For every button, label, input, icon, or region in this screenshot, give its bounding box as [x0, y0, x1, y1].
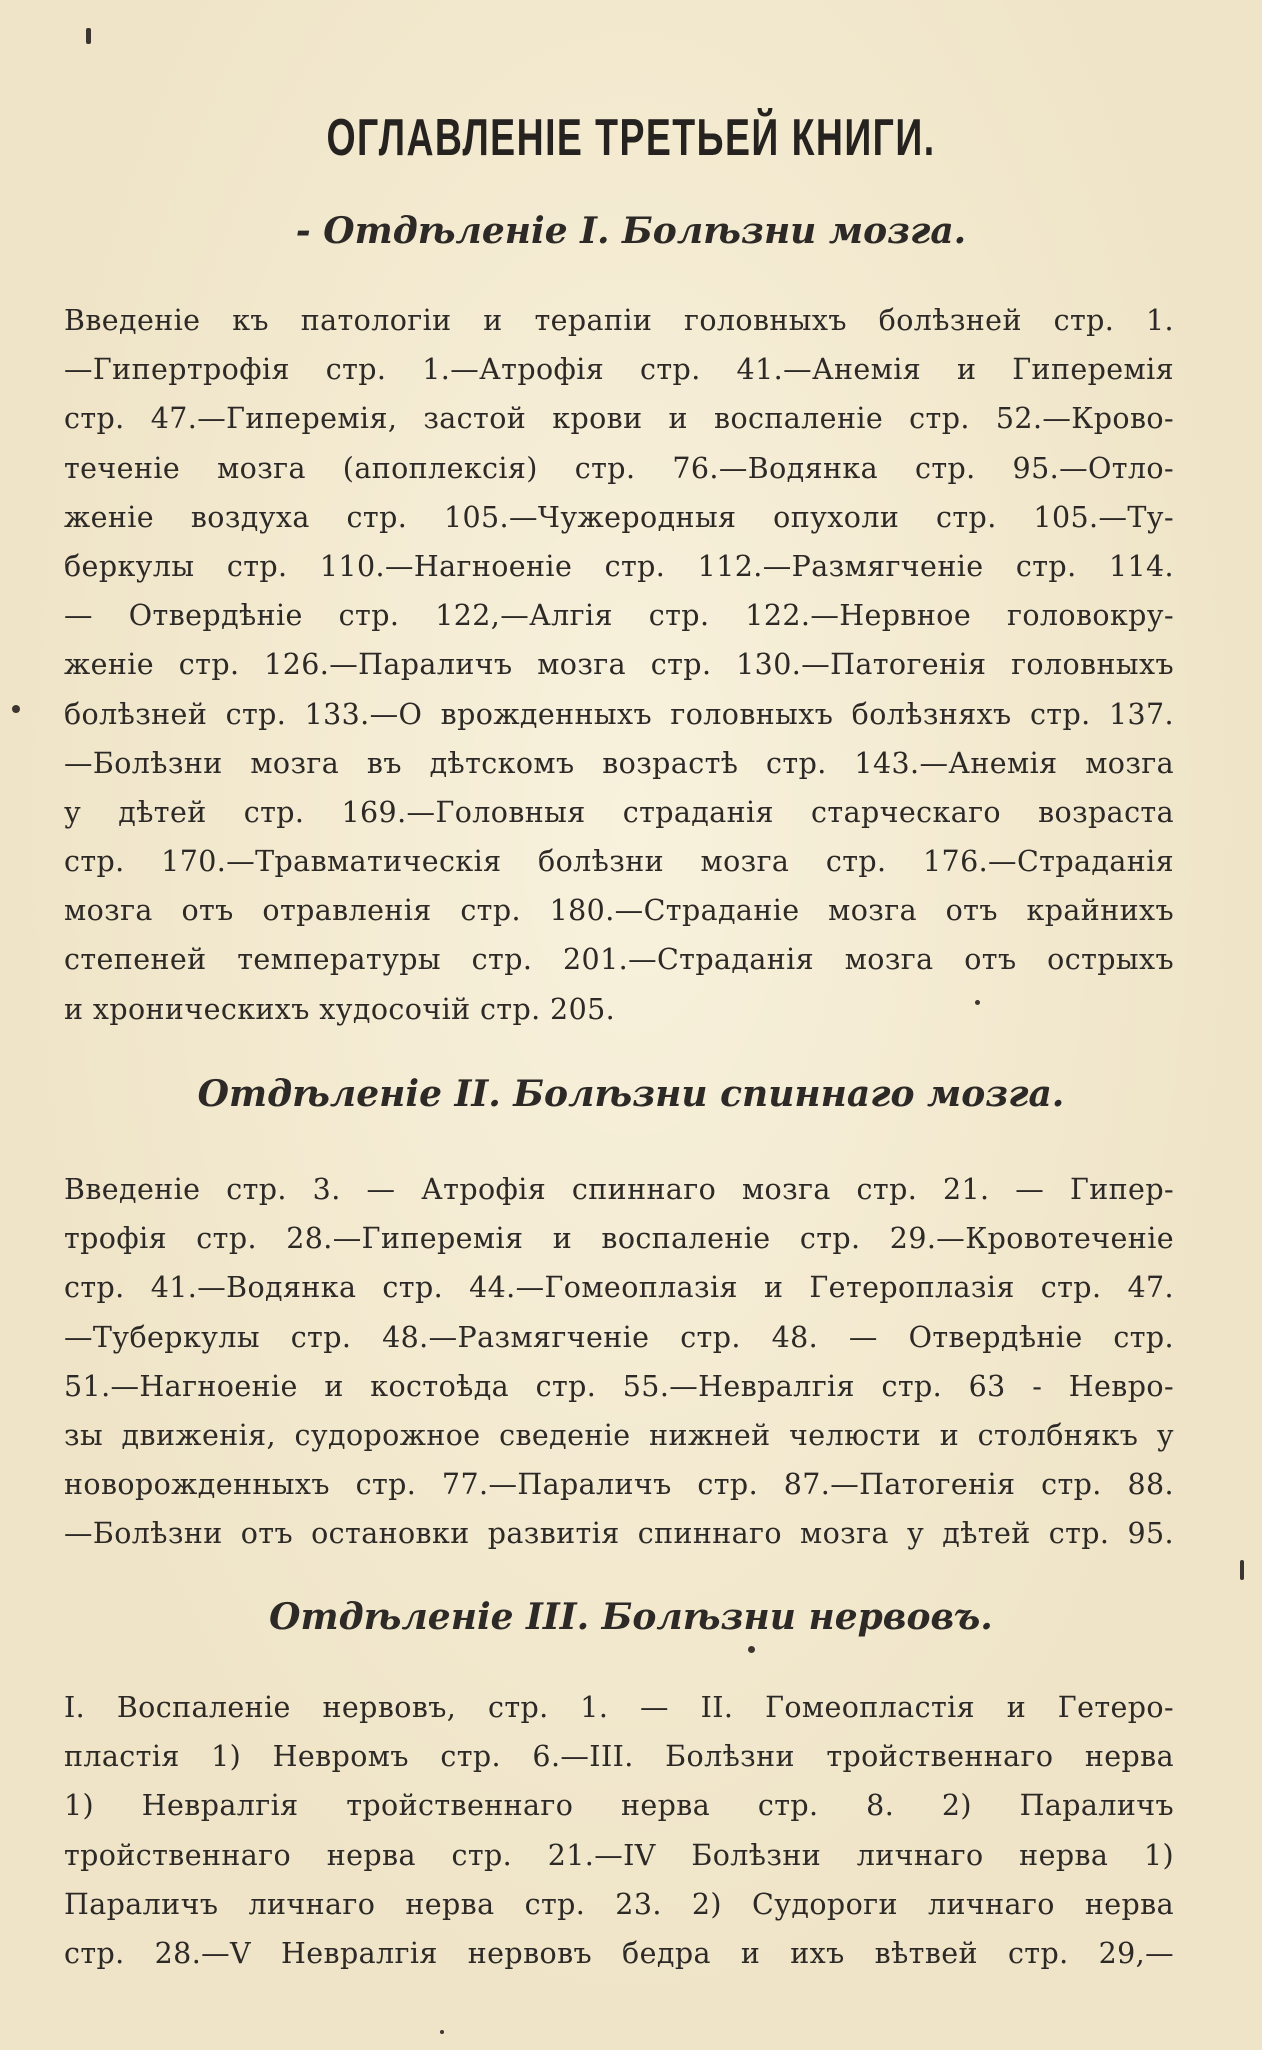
ink-speck	[12, 705, 20, 713]
ink-speck	[86, 28, 91, 44]
text-line: —Гипертрофія стр. 1.—Атрофія стр. 41.—Анемія и Гиперемія	[64, 353, 1174, 387]
text-line: —Туберкулы стр. 48.—Размягченіе стр. 48. — Отвердѣніе стр.	[64, 1320, 1174, 1354]
section-heading-2: Отдѣленіе II. Болѣзни спиннаго мозга.	[197, 1073, 1065, 1115]
text-line: Параличъ личнаго нерва стр. 23. 2) Судороги личнаго нерва	[64, 1887, 1174, 1921]
text-line: Введеніе къ патологіи и терапіи головныхъ болѣзней стр. 1.	[64, 304, 1174, 337]
ink-speck	[1240, 1560, 1244, 1580]
text-line: 1) Невралгія тройственнаго нерва стр. 8. 2) Параличъ	[64, 1789, 1174, 1823]
text-line: стр. 170.—Травматическія болѣзни мозга стр. 176.—Страданія	[64, 845, 1174, 879]
text-line: стр. 47.—Гиперемія, застой крови и воспаленіе стр. 52.—Крово-	[64, 402, 1174, 436]
section-heading-1: - Отдѣленіе I. Болѣзни мозга.	[295, 210, 967, 252]
text-line: пластія 1) Невромъ стр. 6.—III. Болѣзни тройственнаго нерва	[64, 1740, 1174, 1774]
text-line: —Болѣзни отъ остановки развитія спиннаго мозга у дѣтей стр. 95.	[64, 1517, 1174, 1551]
ink-speck	[748, 1646, 755, 1653]
section-3-text	[64, 1683, 1174, 1978]
text-line: Введеніе стр. 3. — Атрофія спиннаго мозга стр. 21. — Гипер-	[64, 1173, 1174, 1206]
text-line: 51.—Нагноеніе и костоѣда стр. 55.—Невралгія стр. 63 - Невро-	[64, 1369, 1174, 1403]
text-line: тройственнаго нерва стр. 21.—IV Болѣзни личнаго нерва 1)	[64, 1838, 1174, 1872]
text-line: —Болѣзни мозга въ дѣтскомъ возрастѣ стр. 143.—Анемія мозга	[64, 746, 1174, 780]
text-line: зы движенія, судорожное сведеніе нижней челюсти и столбнякъ у	[64, 1418, 1174, 1452]
section-2-text	[64, 1165, 1174, 1559]
page-title: ОГЛАВЛЕНІЕ ТРЕТЬЕЙ КНИГИ.	[326, 109, 936, 167]
section-1-text	[64, 296, 1174, 1034]
text-line: болѣзней стр. 133.—О врожденныхъ головныхъ болѣзняхъ стр. 137.	[64, 697, 1174, 731]
text-line: — Отвердѣніе стр. 122,—Алгія стр. 122.—Нервное головокру-	[64, 599, 1174, 633]
text-line: женіе стр. 126.—Параличъ мозга стр. 130.—Патогенія головныхъ	[64, 648, 1174, 682]
text-line: степеней температуры стр. 201.—Страданія мозга отъ острыхъ	[64, 943, 1174, 977]
text-line: женіе воздуха стр. 105.—Чужеродныя опухоли стр. 105.—Ту-	[64, 500, 1174, 534]
text-line: у дѣтей стр. 169.—Головныя страданія старческаго возраста	[64, 795, 1174, 829]
text-line: I. Воспаленіе нервовъ, стр. 1. — II. Гомеопластія и Гетеро-	[64, 1691, 1174, 1724]
ink-speck	[440, 2030, 444, 2034]
text-line: теченіе мозга (апоплексія) стр. 76.—Водянка стр. 95.—Отло-	[64, 451, 1174, 485]
section-heading-3: Отдѣленіе III. Болѣзни нервовъ.	[269, 1596, 993, 1638]
text-line: мозга отъ отравленія стр. 180.—Страданіе мозга отъ крайнихъ	[64, 894, 1174, 928]
text-line: новорожденныхъ стр. 77.—Параличъ стр. 87.—Патогенія стр. 88.	[64, 1468, 1174, 1502]
text-line: стр. 28.—V Невралгія нервовъ бедра и ихъ вѣтвей стр. 29,—	[64, 1936, 1174, 1970]
text-line: стр. 41.—Водянка стр. 44.—Гомеоплазія и Гетероплазія стр. 47.	[64, 1271, 1174, 1305]
text-line: трофія стр. 28.—Гиперемія и воспаленіе стр. 29.—Кровотеченіе	[64, 1222, 1174, 1256]
text-line: и хроническихъ худосочій стр. 205.	[64, 992, 616, 1026]
text-line: беркулы стр. 110.—Нагноеніе стр. 112.—Размягченіе стр. 114.	[64, 549, 1174, 583]
